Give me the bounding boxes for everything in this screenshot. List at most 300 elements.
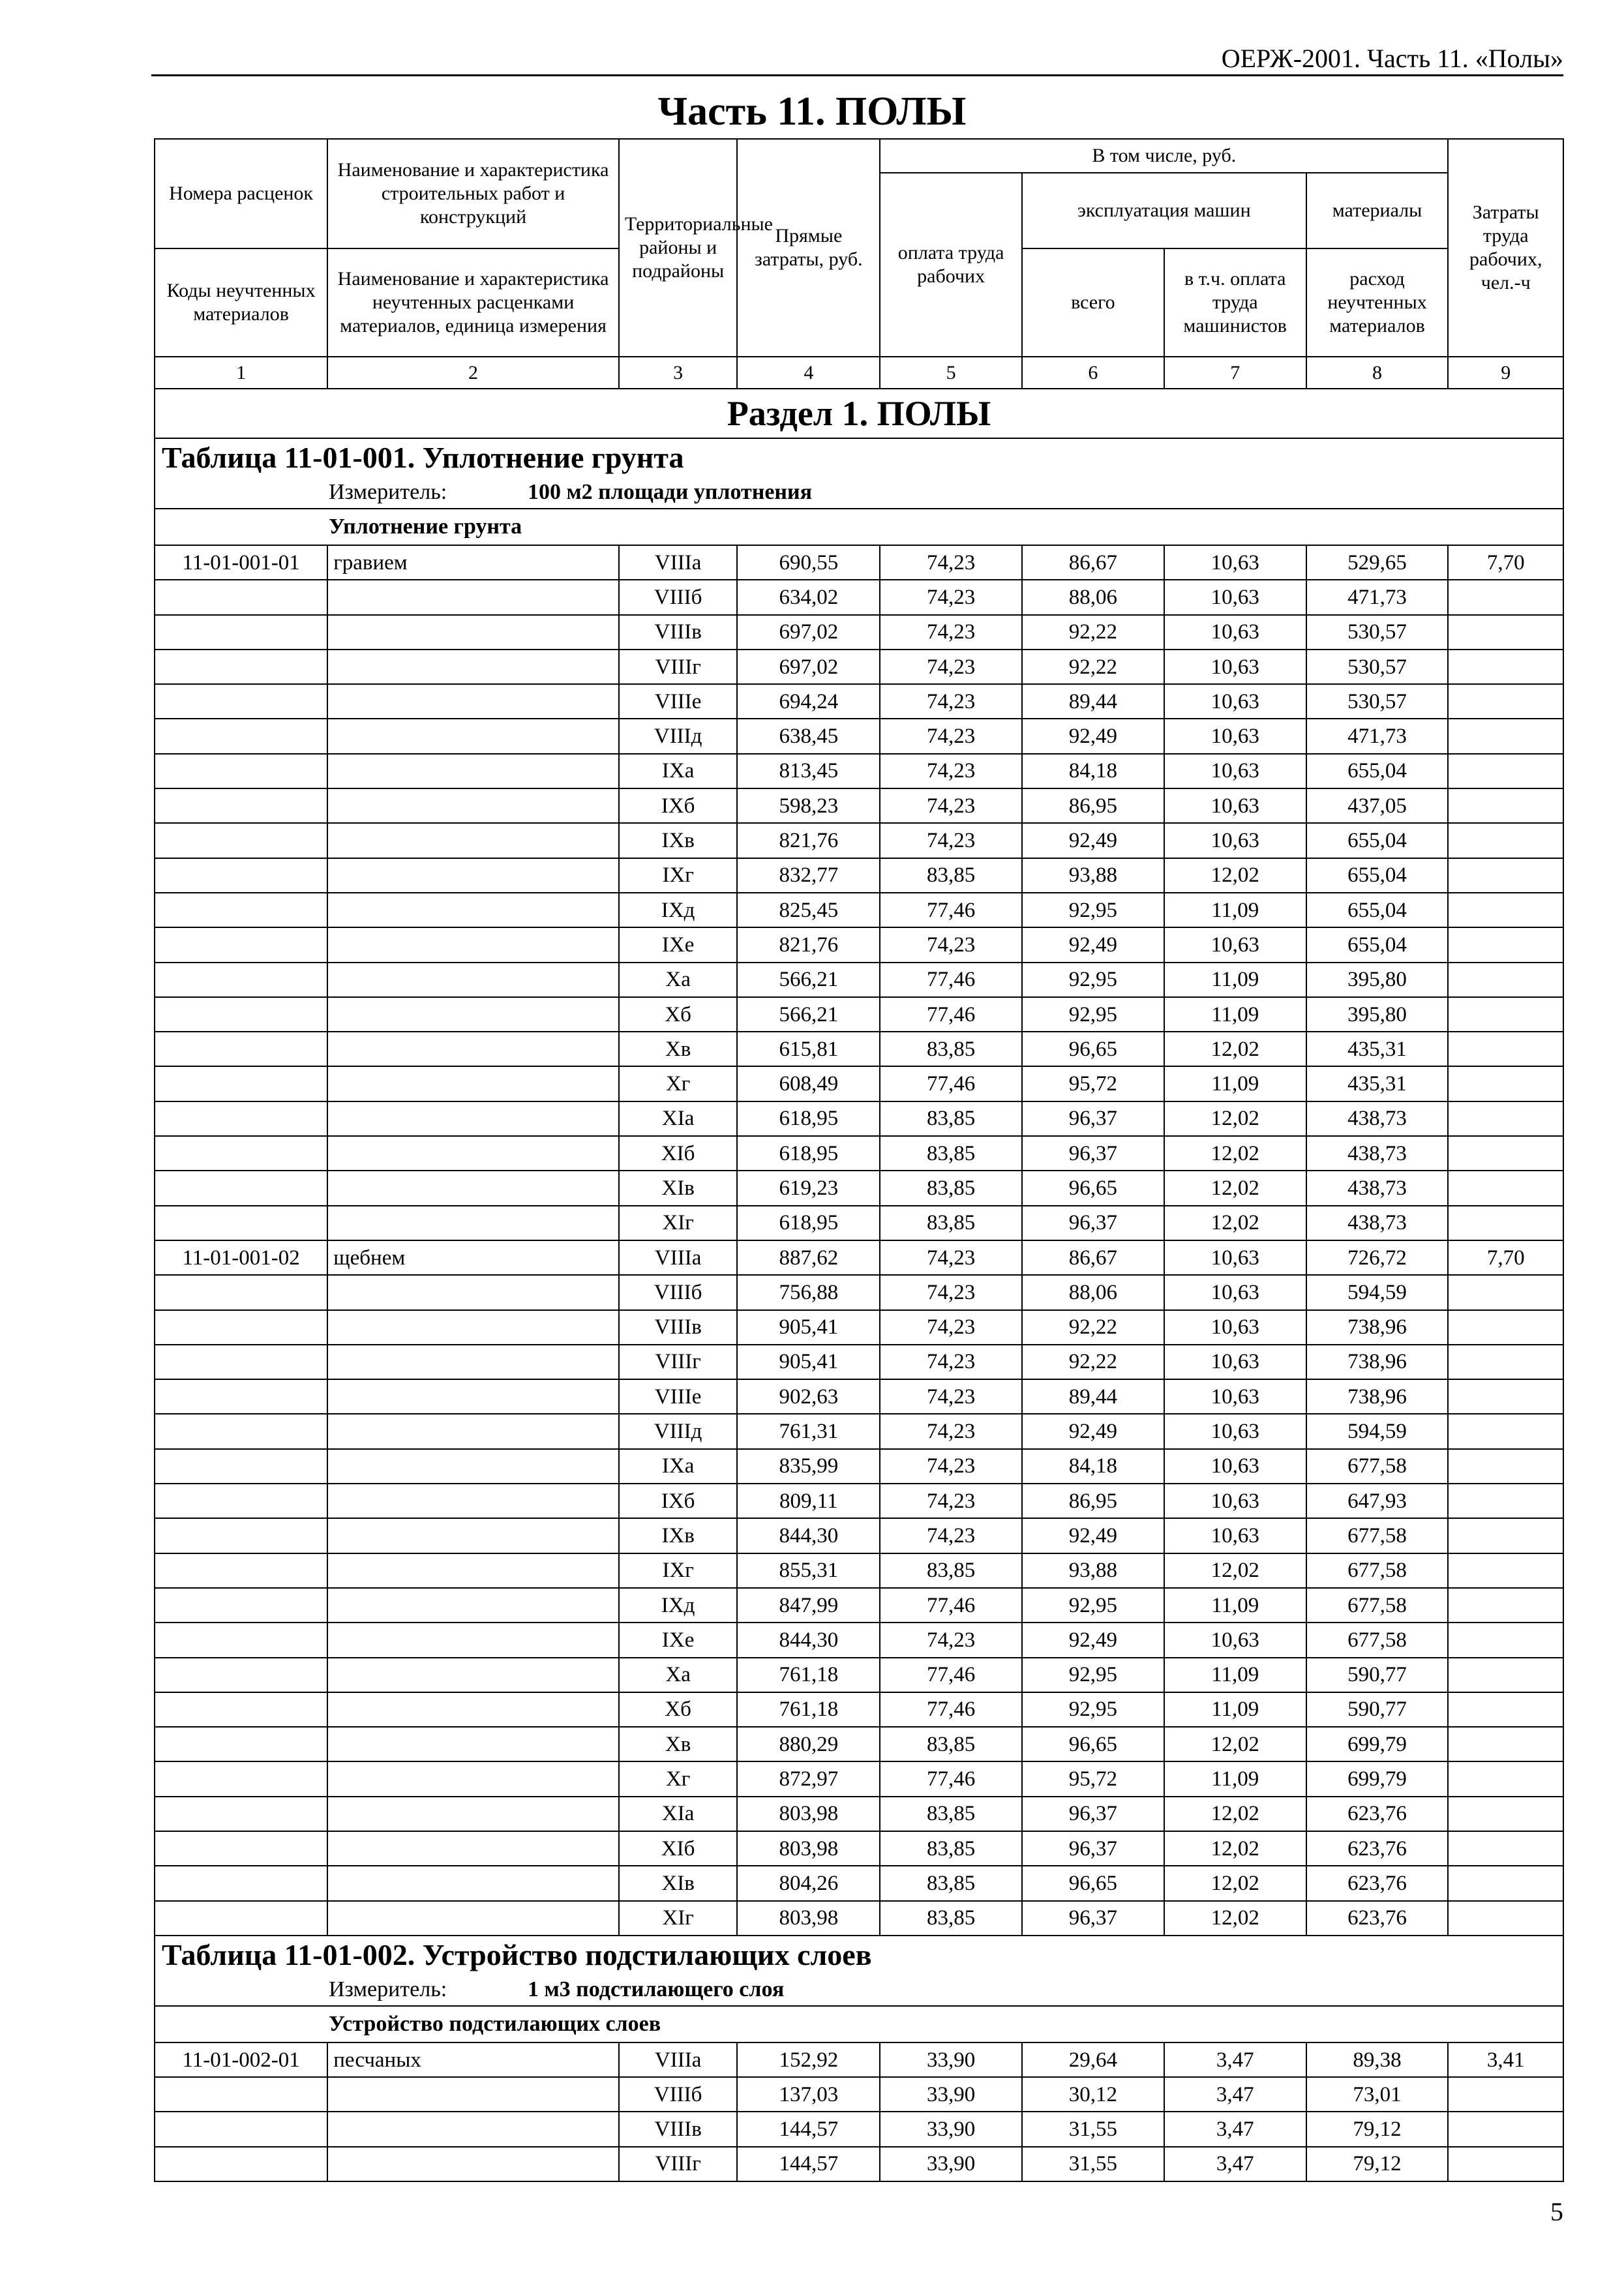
direct-costs: 835,99 [737,1449,880,1484]
materials-cost: 647,93 [1306,1484,1449,1518]
machines-total: 96,37 [1022,1101,1164,1136]
machines-total: 96,65 [1022,1866,1164,1900]
materials-cost: 435,31 [1306,1032,1449,1066]
rate-code [155,1275,327,1309]
operator-wages: 12,02 [1164,1206,1306,1240]
machines-total: 96,37 [1022,1901,1164,1936]
table-row [155,963,1563,997]
table-row [155,615,1563,650]
labor-costs [1448,1449,1563,1484]
worker-wages: 74,23 [880,754,1022,788]
labor-costs [1448,1901,1563,1936]
header-direct-costs: Прямые затраты, руб. [737,139,880,357]
table-row [155,545,1563,580]
table-row [155,1414,1563,1448]
header-rule [151,74,1563,76]
materials-cost: 623,76 [1306,1901,1449,1936]
region: XIб [619,1831,738,1866]
worker-wages: 74,23 [880,545,1022,580]
column-number: 2 [327,357,619,389]
work-name [327,893,619,927]
materials-cost: 623,76 [1306,1831,1449,1866]
region: VIIIа [619,1240,738,1275]
labor-costs [1448,1623,1563,1657]
work-name [327,1171,619,1205]
rate-code [155,1171,327,1205]
direct-costs: 137,03 [737,2077,880,2112]
work-name [327,1414,619,1448]
worker-wages: 74,23 [880,788,1022,823]
work-name [327,1761,619,1796]
worker-wages: 83,85 [880,1206,1022,1240]
operator-wages: 12,02 [1164,1866,1306,1900]
machines-total: 96,37 [1022,1831,1164,1866]
region: VIIIе [619,1379,738,1414]
materials-cost: 530,57 [1306,615,1449,650]
labor-costs [1448,788,1563,823]
table-row [155,1449,1563,1484]
region: IXа [619,1449,738,1484]
machines-total: 96,65 [1022,1171,1164,1205]
region: IXе [619,1623,738,1657]
region: VIIIд [619,719,738,753]
table-row [155,1275,1563,1309]
worker-wages: 83,85 [880,1553,1022,1588]
operator-wages: 3,47 [1164,2042,1306,2077]
direct-costs: 844,30 [737,1518,880,1553]
machines-total: 92,95 [1022,997,1164,1032]
machines-total: 92,95 [1022,963,1164,997]
table-row [155,893,1563,927]
materials-cost: 738,96 [1306,1345,1449,1379]
table-row [155,1345,1563,1379]
worker-wages: 33,90 [880,2112,1022,2146]
direct-costs: 855,31 [737,1553,880,1588]
direct-costs: 872,97 [737,1761,880,1796]
worker-wages: 74,23 [880,650,1022,684]
materials-cost: 590,77 [1306,1658,1449,1692]
operator-wages: 11,09 [1164,893,1306,927]
machines-total: 92,49 [1022,1623,1164,1657]
labor-costs [1448,1866,1563,1900]
labor-costs [1448,963,1563,997]
worker-wages: 77,46 [880,963,1022,997]
operator-wages: 10,63 [1164,1240,1306,1275]
machines-total: 31,55 [1022,2147,1164,2181]
region: IXд [619,893,738,927]
materials-cost: 623,76 [1306,1866,1449,1900]
machines-total: 92,95 [1022,1692,1164,1727]
labor-costs [1448,1171,1563,1205]
column-number: 6 [1022,357,1164,389]
worker-wages: 83,85 [880,1032,1022,1066]
direct-costs: 844,30 [737,1623,880,1657]
table-row [155,1518,1563,1553]
operator-wages: 3,47 [1164,2077,1306,2112]
table-row [155,2077,1563,2112]
direct-costs: 803,98 [737,1797,880,1831]
rate-code [155,1414,327,1448]
machines-total: 96,65 [1022,1032,1164,1066]
worker-wages: 74,23 [880,927,1022,962]
region: Xб [619,997,738,1032]
materials-cost: 726,72 [1306,1240,1449,1275]
rate-code [155,1797,327,1831]
table-row [155,719,1563,753]
work-name [327,719,619,753]
work-name [327,2077,619,2112]
operator-wages: 10,63 [1164,1379,1306,1414]
materials-cost: 594,59 [1306,1414,1449,1448]
column-number: 9 [1448,357,1563,389]
direct-costs: 697,02 [737,615,880,650]
unit-row [155,477,1563,509]
operator-wages: 10,63 [1164,650,1306,684]
direct-costs: 847,99 [737,1588,880,1623]
labor-costs [1448,1379,1563,1414]
machines-total: 31,55 [1022,2112,1164,2146]
table-row [155,1692,1563,1727]
labor-costs [1448,1275,1563,1309]
machines-total: 93,88 [1022,1553,1164,1588]
work-name [327,1032,619,1066]
table-row [155,684,1563,719]
labor-costs [1448,1797,1563,1831]
direct-costs: 144,57 [737,2112,880,2146]
table-row [155,1032,1563,1066]
worker-wages: 77,46 [880,1761,1022,1796]
materials-cost: 437,05 [1306,788,1449,823]
materials-cost: 438,73 [1306,1136,1449,1171]
rate-code [155,1484,327,1518]
header-operator-wages: в т.ч. оплата труда машинистов [1164,248,1306,357]
work-name [327,997,619,1032]
section-title: Раздел 1. ПОЛЫ [155,389,1563,438]
worker-wages: 77,46 [880,1658,1022,1692]
direct-costs: 566,21 [737,997,880,1032]
region: VIIIа [619,2042,738,2077]
operator-wages: 10,63 [1164,1275,1306,1309]
worker-wages: 74,23 [880,1240,1022,1275]
region: VIIIб [619,2077,738,2112]
table-row [155,1206,1563,1240]
region: XIб [619,1136,738,1171]
work-name [327,1866,619,1900]
region: IXв [619,823,738,858]
worker-wages: 74,23 [880,580,1022,614]
operator-wages: 11,09 [1164,1658,1306,1692]
labor-costs [1448,2112,1563,2146]
rate-code [155,1658,327,1692]
rate-code [155,615,327,650]
machines-total: 96,65 [1022,1727,1164,1761]
materials-cost: 677,58 [1306,1518,1449,1553]
table-row [155,823,1563,858]
operator-wages: 12,02 [1164,1171,1306,1205]
worker-wages: 74,23 [880,615,1022,650]
rate-code [155,650,327,684]
direct-costs: 905,41 [737,1310,880,1345]
column-number: 8 [1306,357,1449,389]
operator-wages: 12,02 [1164,858,1306,893]
worker-wages: 77,46 [880,997,1022,1032]
rate-code [155,823,327,858]
labor-costs: 3,41 [1448,2042,1563,2077]
machines-total: 89,44 [1022,684,1164,719]
header-material-consumption: расход неучтенных материалов [1306,248,1449,357]
rate-code [155,1449,327,1484]
table-row [155,1240,1563,1275]
rate-code [155,1518,327,1553]
region: Xв [619,1727,738,1761]
region: XIа [619,1101,738,1136]
materials-cost: 655,04 [1306,823,1449,858]
region: XIв [619,1866,738,1900]
region: VIIIа [619,545,738,580]
machines-total: 89,44 [1022,1379,1164,1414]
direct-costs: 825,45 [737,893,880,927]
table-row [155,1797,1563,1831]
labor-costs [1448,2077,1563,2112]
labor-costs: 7,70 [1448,1240,1563,1275]
labor-costs [1448,1692,1563,1727]
direct-costs: 761,18 [737,1658,880,1692]
table-row [155,788,1563,823]
operator-wages: 12,02 [1164,1797,1306,1831]
column-number: 7 [1164,357,1306,389]
direct-costs: 803,98 [737,1831,880,1866]
region: IXб [619,788,738,823]
region: XIа [619,1797,738,1831]
materials-cost: 590,77 [1306,1692,1449,1727]
machines-total: 86,95 [1022,1484,1164,1518]
worker-wages: 83,85 [880,1797,1022,1831]
work-name [327,1345,619,1379]
labor-costs [1448,1658,1563,1692]
subheading: Устройство подстилающих слоев [329,2011,661,2036]
table-row [155,1171,1563,1205]
machines-total: 92,22 [1022,1345,1164,1379]
rate-code [155,1310,327,1345]
machines-total: 30,12 [1022,2077,1164,2112]
operator-wages: 11,09 [1164,1692,1306,1727]
machines-total: 92,49 [1022,719,1164,753]
column-number: 3 [619,357,738,389]
materials-cost: 530,57 [1306,684,1449,719]
operator-wages: 11,09 [1164,963,1306,997]
region: VIIIв [619,1310,738,1345]
operator-wages: 10,63 [1164,580,1306,614]
region: IXе [619,927,738,962]
machines-total: 92,95 [1022,1588,1164,1623]
header-territorial-regions: Территориальные районы и подрайоны [619,139,738,357]
direct-costs: 618,95 [737,1101,880,1136]
work-name [327,1206,619,1240]
table-row [155,1901,1563,1936]
operator-wages: 10,63 [1164,615,1306,650]
header-including: В том числе, руб. [880,139,1448,173]
table-row [155,1658,1563,1692]
table-row [155,1484,1563,1518]
direct-costs: 566,21 [737,963,880,997]
materials-cost: 623,76 [1306,1797,1449,1831]
table-row [155,580,1563,614]
machines-total: 95,72 [1022,1066,1164,1101]
labor-costs [1448,1066,1563,1101]
header-machines-total: всего [1022,248,1164,357]
region: IXг [619,858,738,893]
direct-costs: 638,45 [737,719,880,753]
rate-code [155,788,327,823]
work-name [327,858,619,893]
region: VIIIг [619,650,738,684]
operator-wages: 10,63 [1164,1518,1306,1553]
rate-code [155,1066,327,1101]
table-row [155,754,1563,788]
column-number: 4 [737,357,880,389]
column-number: 1 [155,357,327,389]
materials-cost: 655,04 [1306,858,1449,893]
region: VIIIв [619,615,738,650]
machines-total: 84,18 [1022,754,1164,788]
machines-total: 95,72 [1022,1761,1164,1796]
part-title: Часть 11. ПОЛЫ [657,89,967,134]
rate-code [155,1623,327,1657]
rate-code: 11-01-002-01 [155,2042,327,2077]
labor-costs [1448,1518,1563,1553]
rate-code [155,1831,327,1866]
work-name [327,2147,619,2181]
machines-total: 96,37 [1022,1206,1164,1240]
rate-code [155,963,327,997]
labor-costs [1448,1761,1563,1796]
table-row [155,1379,1563,1414]
machines-total: 92,49 [1022,1518,1164,1553]
operator-wages: 10,63 [1164,545,1306,580]
machines-total: 92,22 [1022,1310,1164,1345]
direct-costs: 905,41 [737,1345,880,1379]
table-row [155,1761,1563,1796]
operator-wages: 10,63 [1164,754,1306,788]
materials-cost: 79,12 [1306,2147,1449,2181]
section-row [155,389,1563,438]
table-title-row [155,1936,1563,1974]
rate-code [155,1761,327,1796]
operator-wages: 12,02 [1164,1831,1306,1866]
machines-total: 29,64 [1022,2042,1164,2077]
region: XIв [619,1171,738,1205]
materials-cost: 438,73 [1306,1101,1449,1136]
labor-costs [1448,997,1563,1032]
direct-costs: 902,63 [737,1379,880,1414]
work-name [327,1553,619,1588]
rate-code [155,2112,327,2146]
labor-costs [1448,719,1563,753]
direct-costs: 880,29 [737,1727,880,1761]
direct-costs: 152,92 [737,2042,880,2077]
region: Xа [619,1658,738,1692]
table-row [155,1866,1563,1900]
worker-wages: 83,85 [880,1831,1022,1866]
direct-costs: 887,62 [737,1240,880,1275]
rate-code [155,1206,327,1240]
region: IXг [619,1553,738,1588]
worker-wages: 74,23 [880,1345,1022,1379]
labor-costs [1448,927,1563,962]
header-work-name: Наименование и характеристика строительных работ и конструкций [327,139,619,248]
operator-wages: 10,63 [1164,823,1306,858]
rate-code [155,1727,327,1761]
region: VIIIд [619,1414,738,1448]
region: VIIIг [619,2147,738,2181]
materials-cost: 435,31 [1306,1066,1449,1101]
rate-code [155,858,327,893]
labor-costs [1448,1101,1563,1136]
machines-total: 88,06 [1022,1275,1164,1309]
header-rate-numbers: Номера расценок [155,139,327,248]
rate-code [155,927,327,962]
materials-cost: 677,58 [1306,1449,1449,1484]
materials-cost: 395,80 [1306,963,1449,997]
region: XIг [619,1206,738,1240]
labor-costs: 7,70 [1448,545,1563,580]
table-title: Таблица 11-01-002. Устройство подстилающих слоев [155,1936,1563,1974]
work-name [327,1518,619,1553]
worker-wages: 33,90 [880,2147,1022,2181]
direct-costs: 615,81 [737,1032,880,1066]
materials-cost: 529,65 [1306,545,1449,580]
materials-cost: 73,01 [1306,2077,1449,2112]
direct-costs: 761,18 [737,1692,880,1727]
materials-cost: 79,12 [1306,2112,1449,2146]
materials-cost: 655,04 [1306,893,1449,927]
direct-costs: 756,88 [737,1275,880,1309]
running-header: ОЕРЖ-2001. Часть 11. «Полы» [1221,44,1563,73]
work-name: щебнем [327,1240,619,1275]
column-number: 5 [880,357,1022,389]
work-name [327,927,619,962]
machines-total: 92,95 [1022,1658,1164,1692]
machines-total: 84,18 [1022,1449,1164,1484]
work-name [327,1658,619,1692]
rate-code [155,1866,327,1900]
work-name [327,1101,619,1136]
worker-wages: 77,46 [880,1588,1022,1623]
direct-costs: 813,45 [737,754,880,788]
operator-wages: 10,63 [1164,1414,1306,1448]
labor-costs [1448,893,1563,927]
direct-costs: 634,02 [737,580,880,614]
worker-wages: 83,85 [880,1171,1022,1205]
direct-costs: 608,49 [737,1066,880,1101]
operator-wages: 11,09 [1164,1066,1306,1101]
labor-costs [1448,1588,1563,1623]
header-material-codes: Коды неучтенных материалов [155,248,327,357]
operator-wages: 12,02 [1164,1136,1306,1171]
region: Xб [619,1692,738,1727]
header-materials: материалы [1306,173,1449,248]
table-row [155,650,1563,684]
subheading-row [155,2006,1563,2042]
machines-total: 92,49 [1022,1414,1164,1448]
table-row [155,1310,1563,1345]
worker-wages: 74,23 [880,823,1022,858]
work-name [327,1275,619,1309]
page-number: 5 [1550,2197,1563,2226]
machines-total: 92,95 [1022,893,1164,927]
machines-total: 92,22 [1022,650,1164,684]
materials-cost: 471,73 [1306,580,1449,614]
